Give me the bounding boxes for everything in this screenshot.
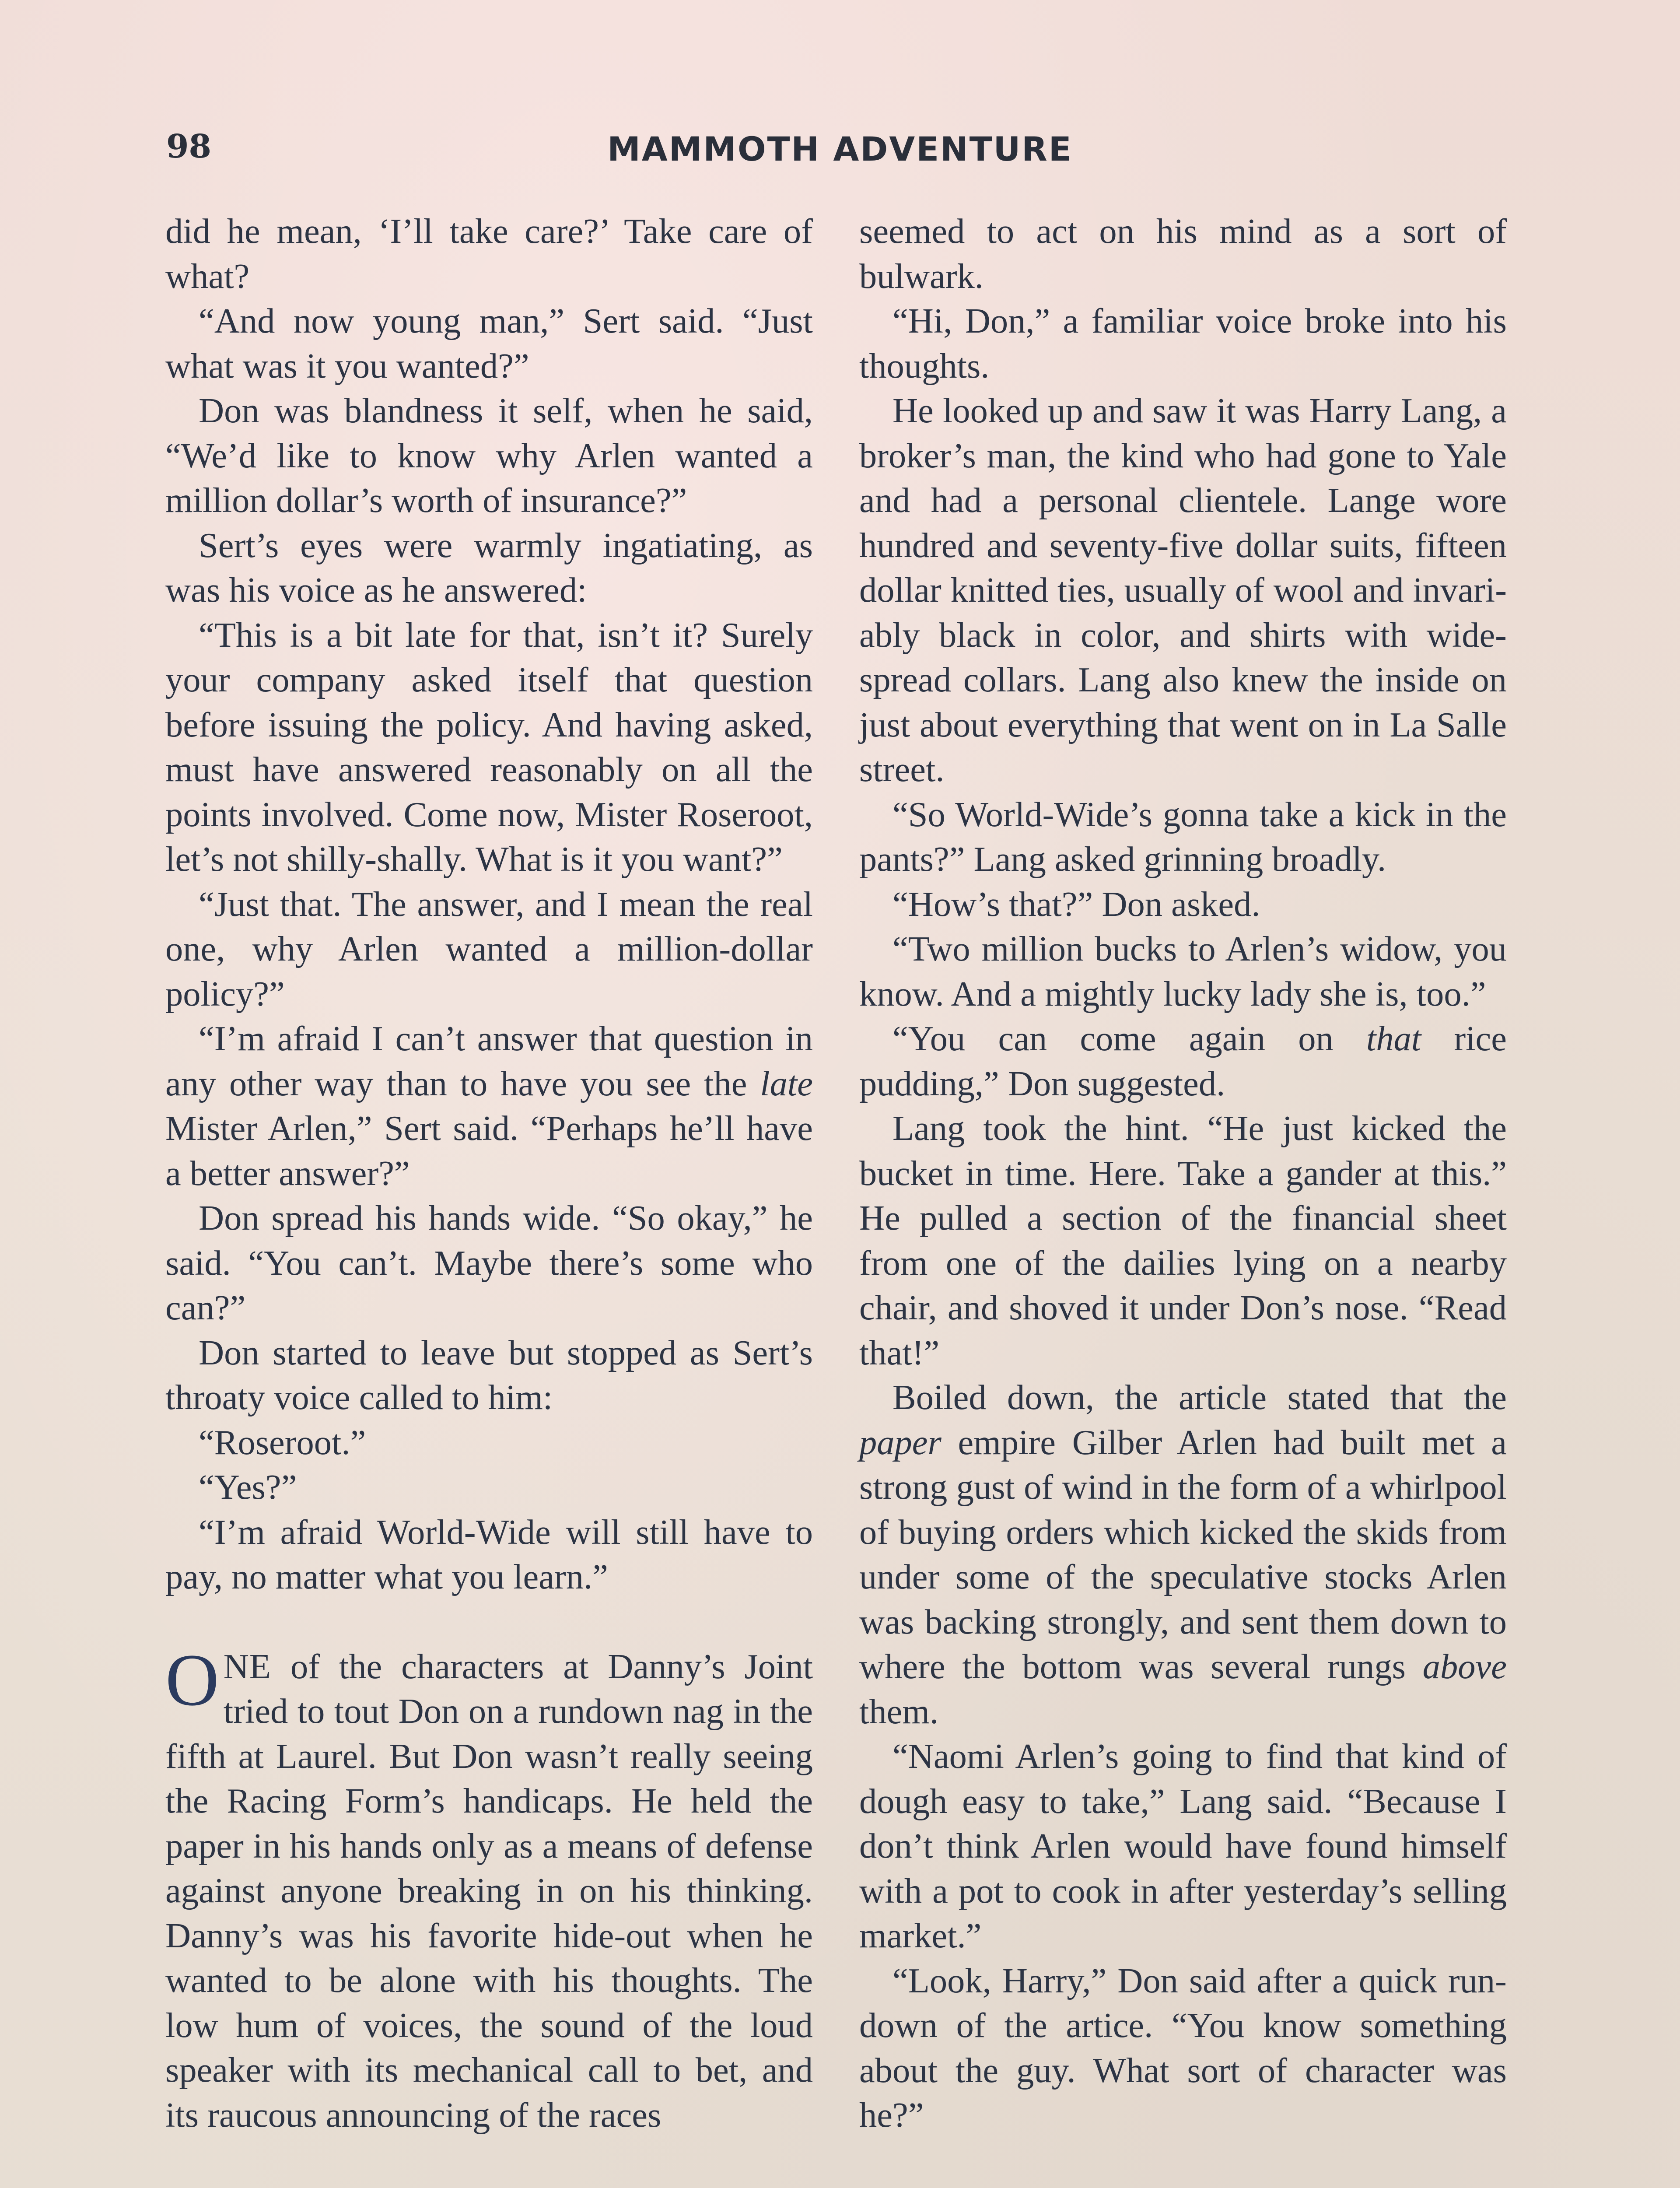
page-header bbox=[166, 128, 1514, 176]
paragraph: “Roseroot.” bbox=[199, 1423, 366, 1462]
paragraph: Don spread his hands wide. “So okay,” he said. “You can’t. Maybe there’s some who can?” bbox=[165, 1199, 813, 1327]
paragraph: did he mean, ‘I’ll take care?’ Take care of what? bbox=[165, 212, 813, 296]
paragraph: “Two million bucks to Arlen’s widow, you know. And a mightly lucky lady she is, too.” bbox=[859, 929, 1507, 1013]
lead-in-text: NE bbox=[223, 1647, 272, 1686]
paragraph bbox=[859, 1017, 1507, 1106]
paragraph: “Look, Harry,” Don said after a quick run-down of the artice. “You know something about the guy. What sort of character was he?” bbox=[859, 1961, 1507, 2135]
paragraph: “Yes?” bbox=[199, 1468, 297, 1507]
paragraph: “Naomi Arlen’s going to find that kind of dough easy to take,” Lang said. “Because I don’t think Arlen would have found himself with a pot to cook in after yesterday’s selling market.” bbox=[859, 1737, 1507, 1955]
italic-text: that bbox=[1366, 1019, 1421, 1058]
magazine-title: MAMMOTH ADVENTURE bbox=[607, 130, 1073, 168]
text-run: Boiled down, the article stated that the bbox=[892, 1378, 1507, 1417]
paragraph: “I’m afraid World-Wide will still have to pay, no matter what you learn.” bbox=[165, 1512, 813, 1596]
page-number: 98 bbox=[166, 128, 211, 165]
paragraph: Sert’s eyes were warmly ingatiating, as was his voice as he answered: bbox=[165, 526, 813, 610]
text-run: rice pudding,” Don suggested. bbox=[859, 1019, 1507, 1103]
text-run: empire Gilber Arlen had built met a strong gust of wind in the form of a whirlpool of buying orders which kicked the skids from under some of the speculative stocks Arlen was backing strongly, and sent them down to where the bottom was several rungs bbox=[859, 1423, 1507, 1686]
paragraph: “Just that. The answer, and I mean the real one, why Arlen wanted a million-dollar policy?” bbox=[165, 884, 813, 1013]
section-opening-paragraph bbox=[165, 1638, 813, 2138]
paragraph: “How’s that?” Don asked. bbox=[892, 884, 1260, 924]
paragraph: Don started to leave but stopped as Sert’s throaty voice called to him: bbox=[165, 1333, 813, 1417]
drop-cap: O bbox=[165, 1638, 219, 1721]
paragraph: Don was blandness it self, when he said, “We’d like to know why Arlen wanted a million dollar’s worth of insurance?” bbox=[165, 391, 813, 520]
text-run: “You can come again on bbox=[892, 1019, 1366, 1058]
italic-text: paper bbox=[859, 1423, 942, 1462]
right-column bbox=[859, 209, 1507, 2138]
left-column bbox=[165, 209, 813, 2138]
paragraph: Lang took the hint. “He just kicked the bucket in time. Here. Take a gander at this.” He pulled a section of the financial sheet from one of the dailies lying on a nearby chair, and shoved it under Don’s nose. “Read that!” bbox=[859, 1109, 1507, 1372]
paragraph: “And now young man,” Sert said. “Just what was it you wanted?” bbox=[165, 302, 813, 386]
paragraph: “Hi, Don,” a familiar voice broke into his thoughts. bbox=[859, 302, 1507, 386]
italic-text: late bbox=[760, 1064, 813, 1103]
text-run: them. bbox=[859, 1692, 939, 1731]
paragraph: “So World-Wide’s gonna take a kick in the pants?” Lang asked grinning broadly. bbox=[859, 795, 1507, 879]
text-run: Mister Arlen,” Sert said. “Perhaps he’ll have a better answer?” bbox=[165, 1109, 813, 1193]
paragraph bbox=[859, 1375, 1507, 1734]
paragraph: seemed to act on his mind as a sort of bulwark. bbox=[859, 212, 1507, 296]
text-run: of the characters at Danny’s Joint tried to tout Don on a rundown nag in the fifth at Laurel. But Don wasn’t really seeing the Racing Form’s handicaps. He held the paper in his hands only as a means of defense against anyone breaking in on his thinking. Danny’s was his favorite hide-out when he wanted to be alone with his thoughts. The low hum of voices, the sound of the loud speaker with its mechanical call to bet, and its raucous announcing of the races bbox=[165, 1647, 813, 2135]
paragraph bbox=[165, 1017, 813, 1196]
paragraph: “This is a bit late for that, isn’t it? Surely your company asked itself that question before issuing the policy. And having asked, must have answered reasonably on all the points involved. Come now, Mister Roseroot, let’s not shilly-shally. What is it you want?” bbox=[165, 615, 813, 879]
text-run: “I’m afraid I can’t answer that question in any other way than to have you see the bbox=[165, 1019, 813, 1103]
italic-text: above bbox=[1422, 1647, 1507, 1686]
paragraph: He looked up and saw it was Harry Lang, a broker’s man, the kind who had gone to Yale and had a personal clientele. Lange wore hundred and seventy-five dollar suits, fifteen dollar knitted ties, usually of wool and invariably black in color, and shirts with wide-spread collars. Lang also knew the inside on just about everything that went on in La Salle street. bbox=[859, 391, 1507, 789]
